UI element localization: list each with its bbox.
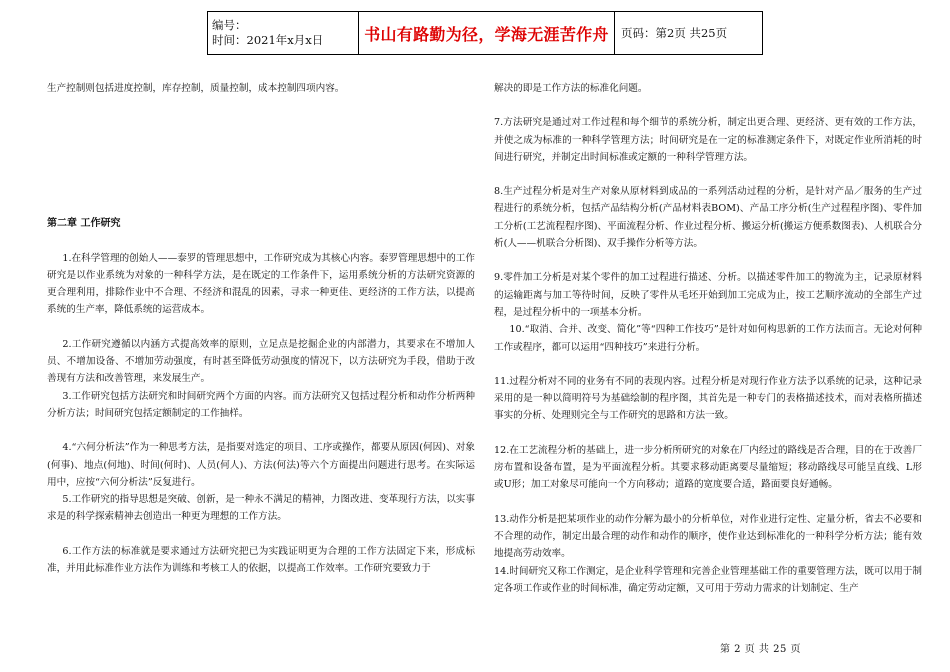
paragraph-3: 3.工作研究包括方法研究和时间研究两个方面的内容。而方法研究又包括过程分析和动作分析两种分析方法；时间研究包括定额制定的工作抽样。: [47, 390, 475, 419]
header-motto-cell: [359, 12, 615, 55]
paragraph-8: 8.生产过程分析是对生产对象从原材料到成品的一系列活动过程的分析，是针对产品／服务的生产过程进行的系统分析，包括产品结构分析(产品材料表BOM)、产品工序分析(生产过程程序图)、零件加工分析(工艺流程程序图)、平面流程分析、作业过程分析、搬运分析(搬运方便系数图表)、人机联合分析(人——机联合分析图)、双手操作分析等方法。: [494, 186, 922, 250]
paragraph-1: 1.在科学管理的创始人——泰罗的管理思想中，工作研究成为其核心内容。泰罗管理思想中的工作研究是以作业系统为对象的一种科学方法，是在既定的工作条件下，运用系统分析的方法研究资源的更合理利用，排除作业中不合理、不经济和混乱的因素，寻求一种更佳、更经济的工作方法，以提高系统的生产率，降低系统的运营成本。: [47, 252, 475, 316]
time-label: 时间：2021年x月x日: [212, 33, 324, 47]
page-header: [207, 11, 763, 55]
paragraph-10: 10.“取消、合并、改变、简化”等“四种工作技巧”是针对如何构思新的工作方法而言。无论对何种工作或程序，都可以运用“四种技巧”来进行分析。: [494, 324, 922, 353]
header-motto: 书山有路勤为径，学海无涯苦作舟: [364, 24, 609, 44]
paragraph-control-types: 生产控制则包括进度控制，库存控制，质量控制，成本控制四项内容。: [47, 83, 345, 94]
header-page-label: 页码：第2页 共25页: [615, 12, 763, 55]
paragraph-continued: 解决的即是工作方法的标准化问题。: [494, 83, 648, 94]
doc-number-label: 编号：: [212, 18, 247, 32]
paragraph-2: 2.工作研究遵循以内涵方式提高效率的原则，立足点是挖掘企业的内部潜力，其要求在不增加人员、不增加设备、不增加劳动强度，有时甚至降低劳动强度的情况下，以方法研究为手段，借助于改善现有方法和改善管理，来发展生产。: [47, 338, 475, 385]
chapter-title: 第二章 工作研究: [47, 218, 121, 230]
paragraph-6: 6.工作方法的标准就是要求通过方法研究把已为实践证明更为合理的工作方法固定下来，形成标准，并用此标准作业方法作为训练和考核工人的依据，以提高工作效率。工作研究要致力于: [47, 545, 475, 575]
right-column: [494, 80, 922, 597]
paragraph-13: 13.动作分析是把某项作业的动作分解为最小的分析单位，对作业进行定性、定量分析，省去不必要和不合理的动作，制定出最合理的动作和动作的顺序，使作业达到标准化的一种科学分析方法；能有效地提高劳动效率。: [494, 513, 922, 560]
paragraph-11: 11.过程分析对不同的业务有不同的表现内容。过程分析是对现行作业方法予以系统的记录，这种记录采用的是一种以简明符号为基础绘制的程序图，其首先是一种专门的表格描述技术，而对表格所描述事实的分析、处理则完全与工作研究的思路和方法一致。: [494, 375, 922, 422]
paragraph-4: 4.“六何分析法”作为一种思考方法，是指要对选定的项目、工序或操作，都要从原因(何因)、对象(何事)、地点(何地)、时间(何时)、人员(何人)、方法(何法)等六个方面提出问题进行思考。在实际运用中，应按“六何分析法”反复进行。: [47, 442, 475, 488]
paragraph-12: 12.在工艺流程分析的基础上，进一步分析所研究的对象在厂内经过的路线是否合理，目的在于改善厂房布置和设备布置，是为平面流程分析。其要求移动距离要尽量缩短；移动路线尽可能呈直线、L形或U形；加工对象尽可能向一个方向移动；道路的宽度要合适，路面要良好通畅。: [494, 444, 922, 491]
header-meta: [208, 12, 359, 55]
paragraph-9: 9.零件加工分析是对某个零件的加工过程进行描述、分析。以描述零件加工的物流为主，记录原材料的运输距离与加工等待时间，反映了零件从毛坯开始到加工完成为止，按工艺顺序流动的全部生产过程，是过程分析中的一项基本分析。: [494, 272, 922, 318]
paragraph-14: 14.时间研究又称工作测定，是企业科学管理和完善企业管理基础工作的重要管理方法，既可以用于制定各项工作或作业的时间标准，确定劳动定额，又可用于劳动力需求的计划制定、生产: [494, 565, 922, 594]
page-footer: 第 2 页 共 25 页: [720, 644, 801, 655]
paragraph-7: 7.方法研究是通过对工作过程和每个细节的系统分析，制定出更合理、更经济、更有效的工作方法，并使之成为标准的一种科学管理方法；时间研究是在一定的标准测定条件下，对既定作业所消耗的时间进行研究，并制定出时间标准或定额的一种科学管理方法。: [494, 117, 922, 163]
left-column: [47, 80, 475, 577]
paragraph-5: 5.工作研究的指导思想是突破、创新，是一种永不满足的精神，力图改进、变革现行方法，以实事求是的科学探索精神去创造出一种更为理想的工作方法。: [47, 494, 475, 523]
